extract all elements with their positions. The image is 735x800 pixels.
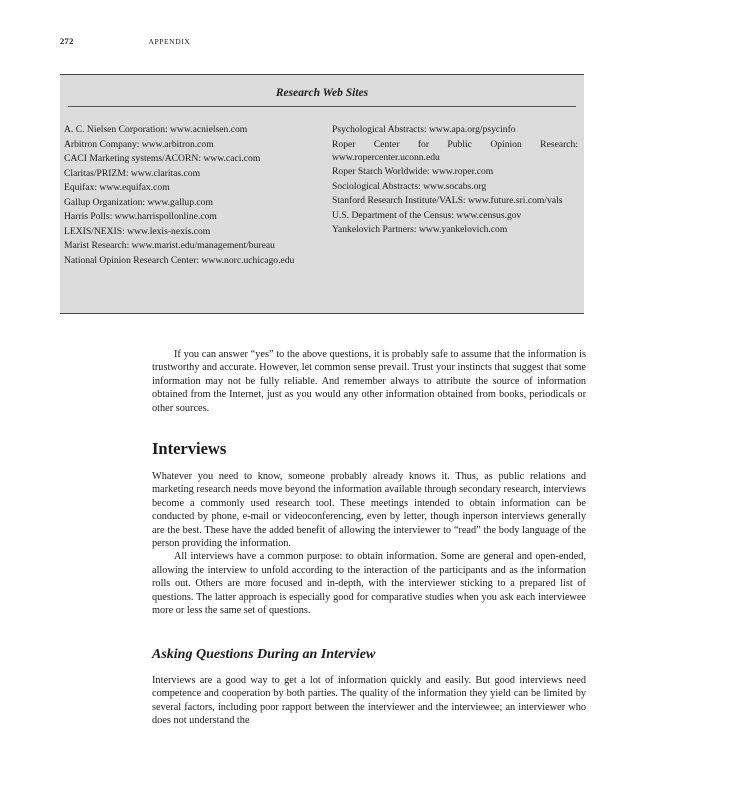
web-site-entry: Harris Polls: www.harrispollonline.com: [64, 211, 217, 222]
box-title-rule: [68, 106, 576, 107]
section-label: APPENDIX: [148, 37, 191, 46]
web-site-entry: Roper Center for Public Opinion Research: www.ropercenter.uconn.edu: [332, 138, 578, 163]
web-site-entry: Roper Starch Worldwide: www.roper.com: [332, 166, 494, 177]
web-site-entry: Arbitron Company: www.arbitron.com: [64, 138, 214, 150]
web-site-entry: Claritas/PRIZM: www.claritas.com: [64, 167, 201, 179]
asking-block: [152, 674, 586, 728]
box-title: Research Web Sites: [275, 87, 369, 99]
web-site-entry: CACI Marketing systems/ACORN: www.caci.com: [64, 153, 261, 164]
web-site-entry: LEXIS/NEXIS: www.lexis-nexis.com: [64, 225, 211, 237]
web-site-entry: Marist Research: www.marist.edu/management/bureau: [64, 240, 275, 251]
web-site-entry: Equifax: www.equifax.com: [64, 182, 170, 193]
box-left-column: [64, 123, 314, 268]
subheading-block: [152, 648, 586, 661]
web-site-entry: National Opinion Research Center: www.norc.uchicago.edu: [64, 254, 295, 266]
asking-paragraph: Interviews are a good way to get a lot of information quickly and easily. But good interviews need competence and cooperation by both parties. The quality of the information they yield can be limited by several factors, including poor rapport between the interviewer and the interviewee; an interviewer who does not understand the: [152, 675, 586, 727]
web-site-entry: Stanford Research Institute/VALS: www.future.sri.com/vals: [332, 195, 563, 206]
web-site-entry: Gallup Organization: www.gallup.com: [64, 196, 213, 208]
interviews-paragraph-2: All interviews have a common purpose: to obtain information. Some are general and open-ended, allowing the interview to unfold according to the interaction of the participants and as the information rolls out. Others are more focused and in-depth, with the interviewer sticking to a prepared list of questions. The latter approach is especially good for comparative studies when you ask each interviewee more or less the same set of questions.: [152, 551, 586, 617]
asking-questions-subheading: Asking Questions During an Interview: [152, 647, 376, 662]
intro-block: [152, 348, 586, 415]
web-site-entry: U.S. Department of the Census: www.census.gov: [332, 209, 522, 221]
box-right-column: [332, 123, 578, 238]
web-site-entry: Yankelovich Partners: www.yankelovich.com: [332, 224, 508, 235]
running-head: [60, 36, 600, 46]
page-number: 272: [60, 36, 74, 46]
interviews-paragraph-1: Whatever you need to know, someone probably already knows it. Thus, as public relations and marketing research needs move beyond the information available through secondary research, interviews become a commonly used research tool. These meetings intended to obtain information can be conducted by phone, e-mail or videoconferencing, even by letter, though inperson interviews generally are the best. These have the added benefit of allowing the interviewer to “read” the body language of the person providing the information.: [152, 471, 586, 550]
web-site-entry: Sociological Abstracts: www.socabs.org: [332, 180, 487, 192]
web-site-entry: Psychological Abstracts: www.apa.org/psycinfo: [332, 124, 516, 135]
research-web-sites-box: [60, 74, 584, 314]
interviews-heading-block: [152, 439, 586, 458]
interviews-block: [152, 470, 586, 617]
web-site-entry: A. C. Nielsen Corporation: www.acnielsen.com: [64, 124, 248, 135]
intro-paragraph: If you can answer “yes” to the above questions, it is probably safe to assume that the information is trustworthy and accurate. However, let common sense prevail. Trust your instincts that suggest that some information may not be fully reliable. And remember always to attribute the source of information obtained from the Internet, just as you would any other information obtained from books, periodicals or other sources.: [152, 349, 586, 414]
interviews-heading: Interviews: [152, 439, 227, 458]
